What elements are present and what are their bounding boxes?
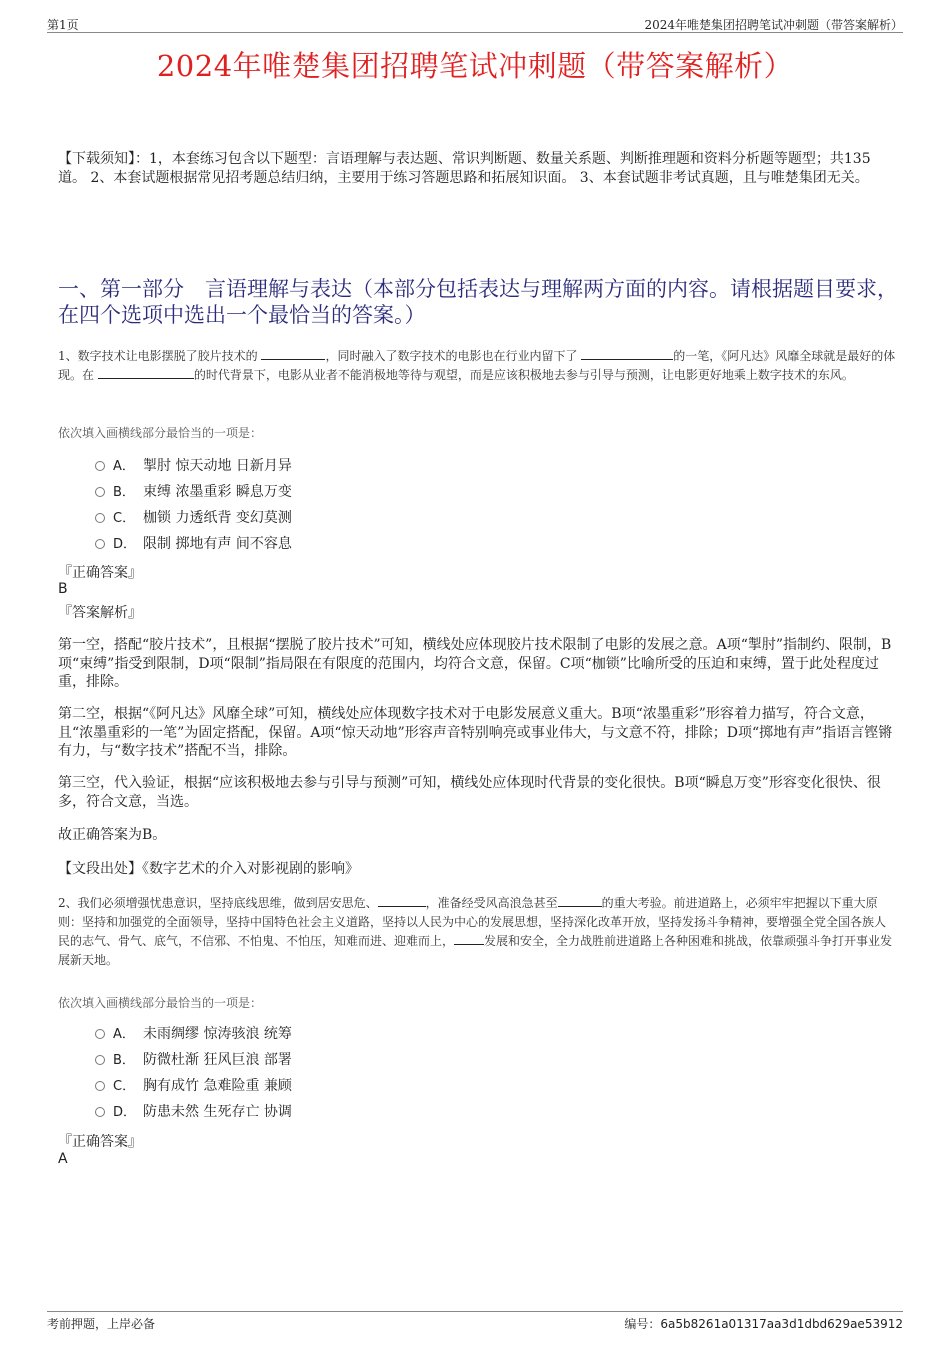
- radio-icon[interactable]: [95, 487, 105, 497]
- analysis-paragraph: 第一空，搭配“胶片技术”，且根据“摆脱了胶片技术”可知，横线处应体现胶片技术限制了电影的发展之意。A项“掣肘”指制约、限制，B项“束缚”指受到限制，D项“限制”指局限在有限度的范围内，均符合文意，保留。C项“枷锁”比喻所受的压迫和束缚，置于此处程度过重，排除。: [58, 637, 892, 690]
- analysis-paragraph: 第二空，根据“《阿凡达》风靡全球”可知，横线处应体现数字技术对于电影发展意义重大。B项“浓墨重彩”形容着力描写，符合文意，且“浓墨重彩的一笔”为固定搭配，保留。A项“惊天动地”形容声音特别响亮或事业伟大，与文意不符，排除；D项“掷地有声”指语言铿锵有力，与“数字技术”搭配不当，排除。: [58, 706, 893, 759]
- page-title: 2024年唯楚集团招聘笔试冲刺题（带答案解析）: [156, 49, 794, 83]
- radio-icon[interactable]: [95, 539, 105, 549]
- question-2-stem: 2、我们必须增强忧患意识，坚持底线思维，做到居安思危、 ，准备经受风高浪急甚至 的重大考验。前进道路上，必须牢牢把握以下重大原则：坚持和加强党的全面领导，坚持中国特色社会主义道路，坚持以人民为中心的发展思想，坚持深化改革开放，坚持发扬斗争精神，要增强全党全国各族人民的志气、骨气、底气，不信邪、不怕鬼、不怕压，知难而进、迎难而上， 发展和安全，全力战胜前进道路上各种困难和挑战，依靠顽强斗争打开事业发展新天地。: [58, 896, 893, 967]
- answer-label: 『正确答案』: [58, 565, 142, 581]
- option-a[interactable]: A． 未雨绸缪 惊涛骇浪 统筹: [95, 1021, 292, 1047]
- question-1-prompt: 依次填入画横线部分最恰当的一项是：: [58, 426, 263, 440]
- header-doc-title: 2024年唯楚集团招聘笔试冲刺题（带答案解析）: [644, 18, 903, 32]
- option-c[interactable]: C． 胸有成竹 急难险重 兼顾: [95, 1073, 292, 1099]
- section-heading: 一、第一部分 言语理解与表达（本部分包括表达与理解两方面的内容。请根据题目要求，在四个选项中选出一个最恰当的答案。）: [58, 277, 898, 327]
- blank-1: [261, 348, 325, 360]
- radio-icon[interactable]: [95, 1107, 105, 1117]
- radio-icon[interactable]: [95, 513, 105, 523]
- analysis-source: 【文段出处】《数字艺术的介入对影视剧的影响》: [58, 861, 359, 877]
- analysis-conclusion: 故正确答案为B。: [58, 827, 167, 843]
- question-1-stem: 1、数字技术让电影摆脱了胶片技术的 ，同时融入了数字技术的电影也在行业内留下了 的一笔，《阿凡达》风靡全球就是最好的体现。在 的时代背景下，电影从业者不能消极地等待与观望，而是应该积极地去参与引导与预测，让电影更好地乘上数字技术的东风。: [58, 349, 896, 382]
- page-number: 第1页: [47, 18, 79, 32]
- document-id: 编号：6a5b8261a01317aa3d1dbd629ae53912: [624, 1317, 903, 1331]
- option-d[interactable]: D． 限制 掷地有声 间不容息: [95, 531, 292, 557]
- footer-slogan: 考前押题，上岸必备: [47, 1317, 156, 1331]
- question-2-options: [95, 1021, 292, 1125]
- analysis-paragraph: 第三空，代入验证，根据“应该积极地去参与引导与预测”可知，横线处应体现时代背景的变化很快。B项“瞬息万变”形容变化很快、很多，符合文意，当选。: [58, 775, 881, 810]
- answer-value: B: [58, 581, 68, 597]
- radio-icon[interactable]: [95, 1055, 105, 1065]
- answer-value: A: [58, 1151, 68, 1167]
- option-d[interactable]: D． 防患未然 生死存亡 协调: [95, 1099, 292, 1125]
- radio-icon[interactable]: [95, 461, 105, 471]
- option-b[interactable]: B． 防微杜渐 狂风巨浪 部署: [95, 1047, 292, 1073]
- question-2-prompt: 依次填入画横线部分最恰当的一项是：: [58, 996, 263, 1010]
- question-1-options: [95, 453, 292, 557]
- blank-3: [454, 933, 484, 945]
- option-c[interactable]: C． 枷锁 力透纸背 变幻莫测: [95, 505, 292, 531]
- analysis-label: 『答案解析』: [58, 605, 142, 621]
- blank-3: [98, 367, 194, 379]
- option-a[interactable]: A． 掣肘 惊天动地 日新月异: [95, 453, 292, 479]
- answer-label: 『正确答案』: [58, 1134, 142, 1150]
- page-header: [47, 14, 903, 33]
- blank-2: [581, 348, 673, 360]
- radio-icon[interactable]: [95, 1081, 105, 1091]
- download-notice: 【下载须知】：1，本套练习包含以下题型：言语理解与表达题、常识判断题、数量关系题、判断推理题和资料分析题等题型；共135道。 2、本套试题根据常见招考题总结归纳，主要用于练习答题思路和拓展知识面。 3、本套试题非考试真题，且与唯楚集团无关。: [58, 151, 871, 186]
- option-b[interactable]: B． 束缚 浓墨重彩 瞬息万变: [95, 479, 292, 505]
- blank-2: [558, 895, 602, 907]
- page-footer: [47, 1311, 903, 1334]
- blank-1: [378, 895, 426, 907]
- radio-icon[interactable]: [95, 1029, 105, 1039]
